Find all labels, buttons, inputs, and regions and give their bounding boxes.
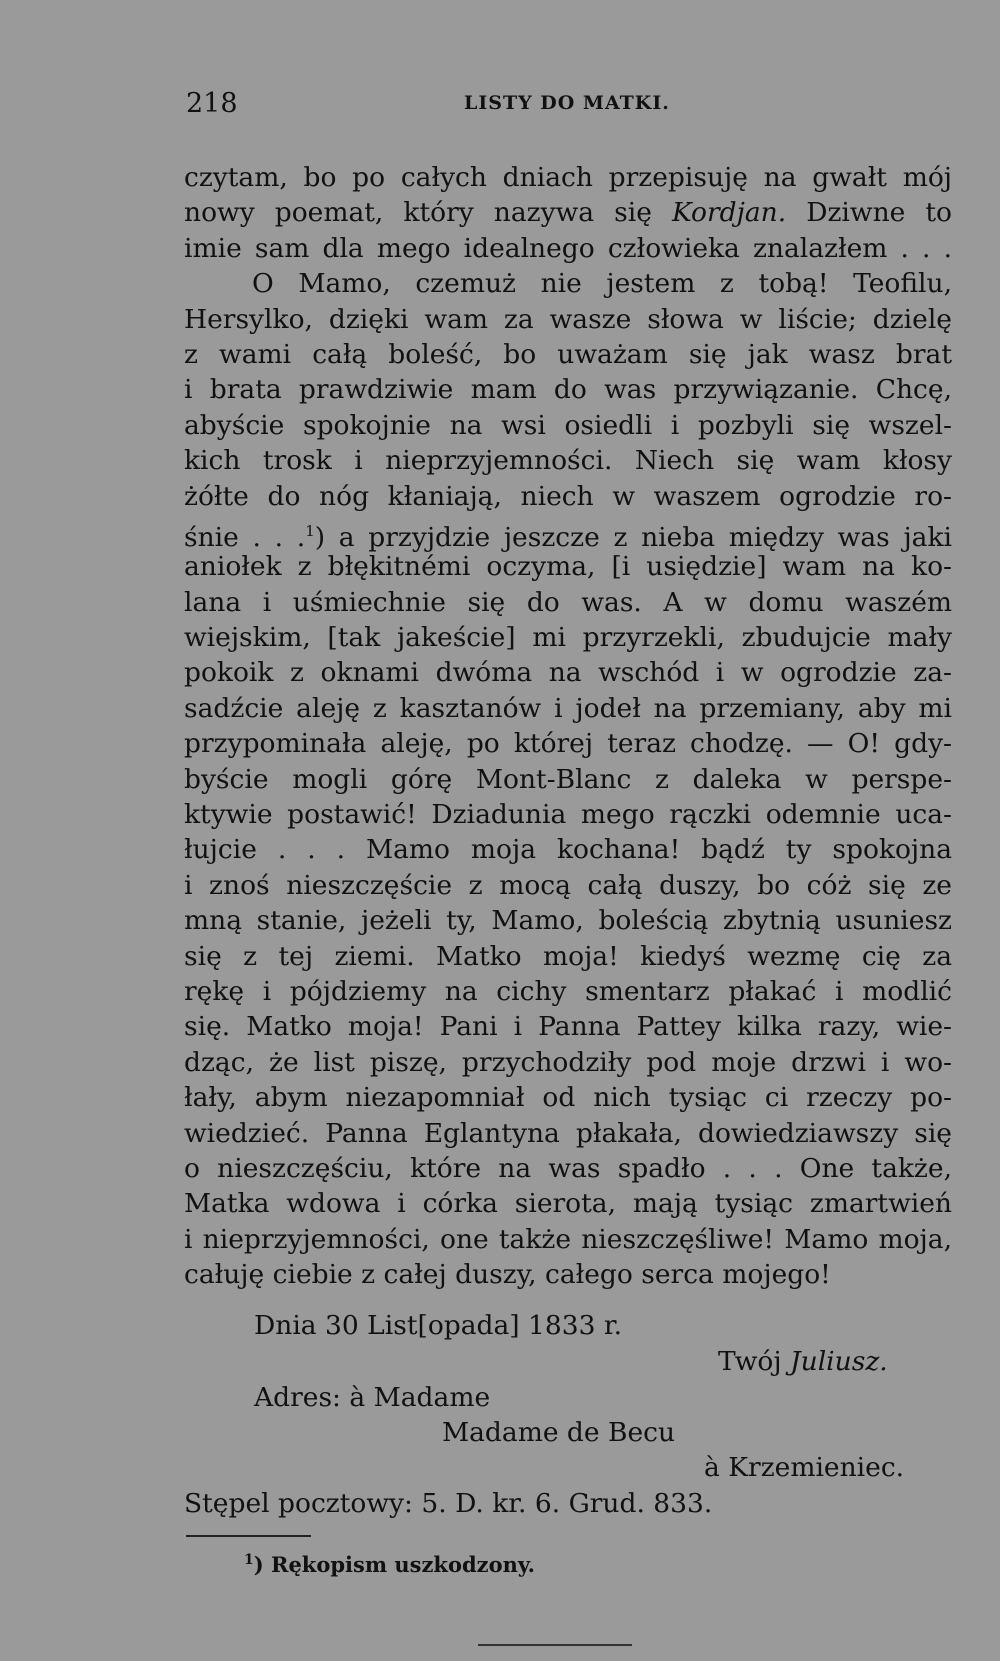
page-number: 218	[186, 88, 238, 119]
text-line: rękę i pójdziemy na cichy smentarz płakać i modlić	[184, 975, 952, 1007]
address-line: Adres: à Madame	[254, 1382, 491, 1413]
footnote-mark: 1	[244, 1552, 254, 1568]
text-line: śnie . . .$^1$) a przyjdzie jeszcze z nieba między was jaki	[184, 521, 952, 553]
text-line: i znoś nieszczęście z mocą całą duszy, bo cóż się ze	[184, 869, 952, 901]
page-header	[186, 88, 916, 124]
footnote	[244, 1552, 535, 1577]
text-line: przypominała aleję, po której teraz chodzę. — O! gdy-	[184, 728, 952, 760]
text-line: o nieszczęściu, które na was spadło . . . One także,	[184, 1152, 952, 1184]
signature-name: Juliusz.	[790, 1346, 888, 1377]
text-line: i brata prawdziwie mam do was przywiązanie. Chcę,	[184, 374, 952, 406]
text-line: czytam, bo po całych dniach przepisuję na gwałt mój	[184, 162, 952, 193]
address-line: Madame de Becu	[442, 1417, 676, 1448]
text-line: wiedzieć. Panna Eglantyna płakała, dowiedziawszy się	[184, 1117, 952, 1149]
text-line: żółte do nóg kłaniają, niech w waszem ogrodzie ro-	[184, 480, 952, 512]
text-line: sadźcie aleję z kasztanów i jodeł na przemiany, aby mi	[184, 692, 952, 724]
letter-date: Dnia 30 List[opada] 1833 r.	[254, 1310, 623, 1341]
text-line: z wami całą boleść, bo uważam się jak wasz brat	[184, 338, 952, 370]
signature: Twój Juliusz.	[718, 1346, 888, 1377]
running-title: LISTY DO MATKI.	[464, 92, 670, 114]
postmark: Stępel pocztowy: 5. D. kr. 6. Grud. 833.	[184, 1488, 713, 1519]
text-line: wiejskim, [tak jakeście] mi przyrzekli, zbudujcie mały	[184, 622, 952, 654]
footnote-reference: 1	[305, 521, 315, 540]
text-line: łały, abym niezapomniał od nich tysiąc ci rzeczy po-	[184, 1082, 952, 1114]
text-line: byście mogli górę Mont-Blanc z daleka w perspe-	[184, 763, 952, 795]
text-line: abyście spokojnie na wsi osiedli i pozbyli się wszel-	[184, 409, 952, 441]
text-line: Hersylko, dzięki wam za wasze słowa w liście; dzielę	[184, 303, 952, 335]
text-line: całuję ciebie z całej duszy, całego serca mojego!	[184, 1259, 831, 1291]
bottom-divider	[478, 1644, 632, 1646]
poem-title: Kordjan.	[671, 197, 787, 229]
text-line: aniołek z błękitnémi oczyma, [i usiędzie] wam na ko-	[184, 551, 952, 583]
text-line: nowy poemat, który nazywa się Kordjan. Dziwne to	[184, 197, 952, 229]
footnote-divider	[186, 1535, 311, 1537]
text-line: imie sam dla mego idealnego człowieka znalazłem . . .	[184, 232, 952, 264]
text-line: pokoik z oknami dwóma na wschód i w ogrodzie za-	[184, 657, 952, 689]
letter-body	[184, 160, 952, 1293]
text-line: dząc, że list piszę, przychodziły pod moje drzwi i wo-	[184, 1046, 952, 1078]
text-line: ktywie postawić! Dziadunia mego rączki odemnie uca-	[184, 799, 952, 831]
text-line: łujcie . . . Mamo moja kochana! bądź ty spokojna	[184, 834, 952, 866]
text-line: się z tej ziemi. Matko moja! kiedyś wezmę cię za	[184, 940, 952, 972]
text-line: Matka wdowa i córka sierota, mają tysiąc zmartwień	[184, 1188, 952, 1220]
footnote-text: ) Rękopism uszkodzony.	[253, 1552, 535, 1577]
text-line: kich trosk i nieprzyjemności. Niech się wam kłosy	[184, 445, 952, 477]
text-line: O Mamo, czemuż nie jestem z tobą! Teofilu,	[252, 268, 952, 300]
text-line: mną stanie, jeżeli ty, Mamo, boleścią zbytnią usuniesz	[184, 905, 952, 937]
text-line: lana i uśmiechnie się do was. A w domu waszém	[184, 586, 952, 618]
address-line: à Krzemieniec.	[704, 1452, 905, 1483]
text-line: i nieprzyjemności, one także nieszczęśliwe! Mamo moja,	[184, 1223, 952, 1255]
text-line: się. Matko moja! Pani i Panna Pattey kilka razy, wie-	[184, 1011, 952, 1043]
